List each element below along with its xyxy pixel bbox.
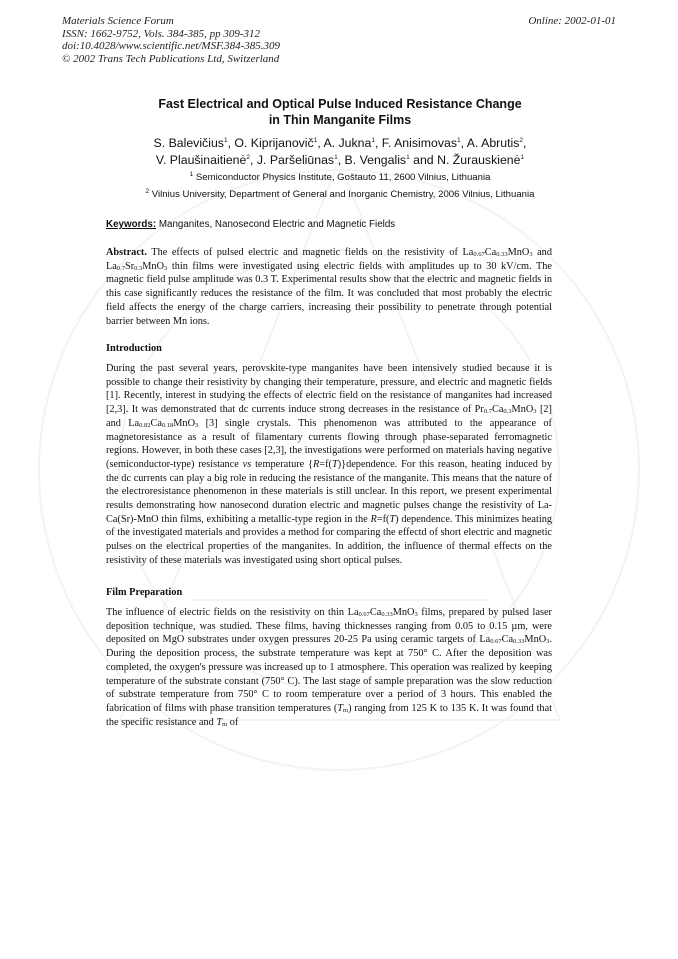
- text: [3] single crystals. This phenomenon was attributed to the appearance of magnetoresistance as a result of filamentary currents flowing through phase-separated ferromagnetic regions. However, in both these cases [2,3], the investigations were performed on materials having negative (semiconductor-type) resistance: [106, 417, 552, 470]
- sub: 3: [164, 264, 168, 272]
- text: T: [337, 702, 344, 714]
- keywords: [106, 219, 395, 230]
- author-list: [60, 135, 620, 169]
- keywords-label: Keywords:: [106, 219, 157, 230]
- affil-number: 2: [145, 187, 150, 195]
- sub: 3: [414, 611, 418, 618]
- text: Sr: [125, 260, 135, 272]
- text: Ca: [369, 607, 382, 618]
- text: Ca: [491, 404, 504, 416]
- sub: 0.67: [358, 611, 370, 618]
- affil-mark: 1: [456, 136, 461, 144]
- affil-mark: 1: [371, 136, 375, 144]
- affil-number: 1: [189, 170, 194, 178]
- text: T: [389, 513, 396, 525]
- text: of: [227, 716, 239, 728]
- and-word: and: [413, 153, 434, 167]
- keywords-text: Manganites, Nanosecond Electric and Magnetic Fields: [158, 219, 396, 230]
- sub: 0.67: [490, 638, 502, 646]
- abstract: [106, 246, 552, 328]
- copyright-line: © 2002 Trans Tech Publications Ltd, Switzerland: [62, 52, 280, 65]
- text: T: [331, 458, 338, 470]
- film-preparation-heading: Film Preparation: [106, 587, 183, 598]
- text: MnO: [524, 634, 547, 646]
- sub: 0.7: [116, 264, 125, 272]
- text: thin films were investigated using electric fields with amplitudes up to 30 kV/cm. The magnetic field pulse amplitude was 0.3 T. Experimental results show that the electric and magnetic fields in this case significantly reduces the resistance of the film. It was concluded that most probably the electric field affects the energy of the charge carriers, increasing their possibility to penetrate through potential barrier between Mn ions.: [106, 260, 552, 327]
- sub: 3: [529, 251, 533, 258]
- sub: m: [222, 720, 228, 728]
- paper-title: [60, 96, 620, 128]
- affil-mark: 2: [519, 136, 524, 144]
- sub: 3: [195, 421, 199, 429]
- text: MnO: [511, 404, 534, 416]
- text: During the past several years, perovskite-type manganites have been intensively studied because it is possible to change their resistivity by changing their temperature, pressure, and electric and magnetic fields [1]. Recently, interest in studying the effects of electric field on the resistance of manganites had increased [2,3]. It was demonstrated that dc currents induce strong decreases in the resistance of Pr: [106, 363, 552, 416]
- introduction-heading: Introduction: [106, 343, 162, 354]
- author: N. Žurauskienė: [437, 153, 521, 167]
- text: Ca: [150, 417, 162, 429]
- text: MnO: [173, 417, 196, 429]
- affil-mark: 1: [223, 136, 228, 144]
- author: O. Kiprijanovič: [234, 136, 314, 150]
- text: =f(: [376, 513, 390, 525]
- affil-mark: 1: [520, 153, 525, 161]
- sub: 0.67: [473, 251, 485, 258]
- author: A. Abrutis: [466, 136, 520, 150]
- sub: m: [343, 706, 349, 714]
- text: )}: [337, 458, 347, 470]
- text: dependence. For this reason, heating induced by the dc currents can play a big role in reducing the resistance of the manganite. This means that the nature of the electroresistance phenomenon in these materials is still unclear. In this report, we present experimental results demonstrating how nanosecond duration electric and magnetic pulses change the resistivity of La-Ca(Sr)-MnO thin films, exhibiting a metallic-type region in the: [106, 458, 552, 525]
- affil-mark: 1: [313, 136, 318, 144]
- sub: 0.3: [134, 264, 143, 272]
- text: MnO: [142, 260, 165, 272]
- sub: 0.82: [139, 421, 151, 429]
- text: vs: [242, 458, 252, 470]
- sub: 3: [546, 638, 550, 646]
- title-line-1: Fast Electrical and Optical Pulse Induced Resistance Change: [158, 97, 522, 111]
- sub: 0.3: [503, 408, 512, 416]
- sub: 3: [533, 408, 537, 416]
- text: The effects of pulsed electric and magnetic fields on the resistivity of La: [151, 247, 474, 258]
- issn-line: ISSN: 1662-9752, Vols. 384-385, pp 309-312: [62, 27, 260, 40]
- sub: 0.33: [496, 251, 508, 258]
- author: A. Jukna: [323, 136, 372, 150]
- author: B. Vengalis: [344, 153, 407, 167]
- text: [2] and La: [106, 404, 552, 429]
- author-line-1: S. Balevičius$^1$, O. Kiprijanovič$^1$, A. Jukna$^1$, F. Anisimovas$^1$, A. Abrutis$^2$,: [153, 136, 527, 150]
- affiliation-1: [60, 172, 620, 184]
- text: R: [370, 513, 377, 525]
- text: =f(: [319, 458, 332, 470]
- text: Ca: [484, 247, 497, 258]
- text: ): [395, 513, 399, 525]
- author: S. Balevičius: [153, 136, 224, 150]
- affiliation-2: [60, 189, 620, 201]
- title-line-2: in Thin Manganite Films: [268, 113, 412, 127]
- text: MnO: [507, 247, 530, 258]
- affiliation-text: Vilnius University, Department of General and Inorganic Chemistry, 2006 Vilnius, Lithuania: [151, 189, 535, 200]
- text: temperature {: [251, 458, 313, 470]
- film-preparation-body: [106, 606, 552, 729]
- affil-mark: 1: [406, 153, 410, 161]
- text: MnO: [392, 607, 415, 618]
- text: films, prepared by pulsed laser deposition technique, was studied. These films, having thicknesses ranging from 0.05 to 0.15 µm, were deposited on MgO substrates under oxygen pressures 20-25 Pa using ceramic targets of La: [106, 607, 552, 646]
- text: ) ranging from 125 K to 135 K. It was found that the specific resistance and: [106, 702, 553, 728]
- sub: 0.33: [513, 638, 525, 646]
- affiliation-text: Semiconductor Physics Institute, Goštauto 11, 2600 Vilnius, Lithuania: [195, 172, 491, 183]
- introduction-body: [106, 362, 552, 568]
- affil-mark: 2: [246, 153, 250, 161]
- sub: 0.18: [161, 421, 174, 429]
- author: F. Anisimovas: [381, 136, 457, 150]
- text: Ca: [501, 634, 514, 646]
- text: dependence. This minimizes heating of the investigated materials and provides a method for comparing the effectd of short electric and magnetic pulses on the electrical properties of the manganites. In addition, the influence of thermal effects on the resistivity of these materials was investigated using short optical pulses.: [106, 513, 553, 566]
- text: The influence of electric fields on the resistivity on thin La: [106, 607, 359, 618]
- doi-link[interactable]: doi:10.4028/www.scientific.net/MSF.384-385.309: [62, 40, 281, 52]
- author: V. Plaušinaitienė: [155, 153, 247, 167]
- text: T: [216, 716, 223, 728]
- text: and La: [106, 247, 552, 272]
- text: R: [313, 458, 320, 470]
- sub: 0.33: [381, 611, 393, 618]
- author: J. Paršeliūnas: [256, 153, 335, 167]
- journal-name: Materials Science Forum: [62, 15, 174, 27]
- author-line-2: V. Plaušinaitienė$^2$, J. Paršeliūnas$^1$, B. Vengalis$^1$ and N. Žurauskienė$^1$: [155, 153, 525, 167]
- text: . During the deposition process, the substrate temperature was kept at 750° C. After the deposition was completed, the oxygen's pressure was increased up to 1 atmosphere. This operation was realized by keeping temperature of the substrate constant (750° C). The last stage of sample preparation was the slow reduction of substrate temperature from 750° C to room temperature over a period of 3 hours. This enabled the fabrication of films with phase transition temperatures (: [106, 634, 552, 714]
- journal-header: [62, 15, 280, 65]
- affil-mark: 1: [334, 153, 338, 161]
- sub: 0.7: [483, 408, 492, 416]
- online-date: Online: 2002-01-01: [528, 15, 616, 27]
- abstract-label: Abstract.: [106, 247, 147, 258]
